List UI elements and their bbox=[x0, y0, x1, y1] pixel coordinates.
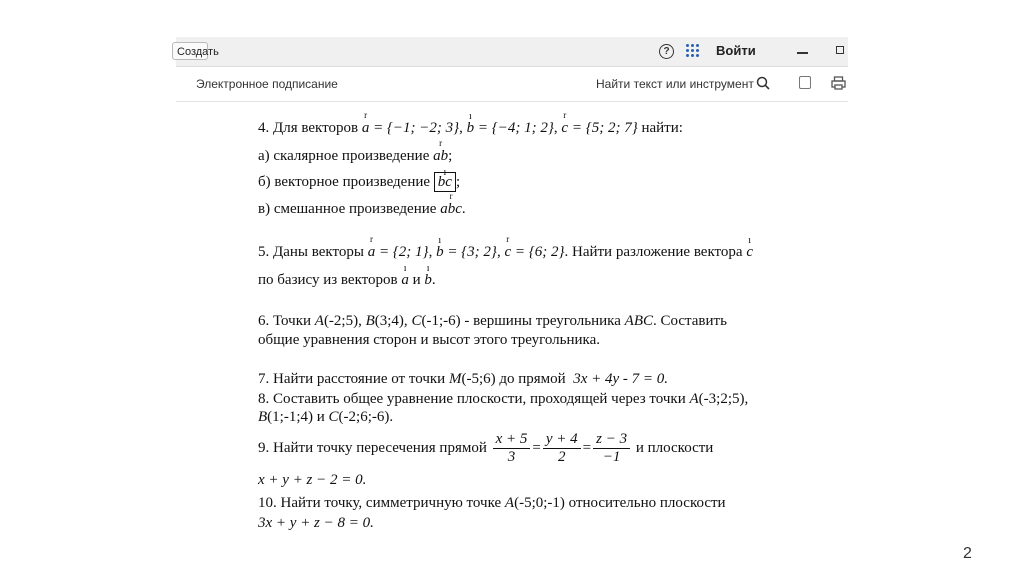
problem-8-line1: 8. Составить общее уравнение плоскости, проходящей через точки A(-3;2;5), bbox=[258, 391, 749, 407]
problem-5-line1: 5. Даны векторы r a = {2; 1}, ı b = {3; 2}, r c = {6; 2}. Найти разложение вектора ı c bbox=[258, 244, 753, 261]
esign-tab[interactable]: Электронное подписание bbox=[196, 77, 338, 91]
toolbar bbox=[176, 67, 848, 102]
problem-4-item-c: в) смешанное произведение r abc. bbox=[258, 201, 466, 218]
problem-8-line2: B(1;-1;4) и C(-2;6;-6). bbox=[258, 409, 394, 425]
problem-9-line1: 9. Найти точку пересечения прямой $\frac{x + 5}{3}$ = $\frac{y + 4}{2}$ = $\frac{z - 3}{-1}$ и плоскости bbox=[258, 431, 714, 465]
signin-button[interactable]: Войти bbox=[716, 43, 756, 58]
minimize-icon[interactable] bbox=[797, 52, 808, 54]
help-icon[interactable]: ? bbox=[659, 44, 674, 59]
title-bar bbox=[176, 37, 848, 67]
problem-5-line2: по базису из векторов ı a и ı b. bbox=[258, 272, 436, 289]
fraction-z: $\frac{z - 3}{-1}$ bbox=[593, 431, 630, 466]
problem-6-line1: 6. Точки A(-2;5), B(3;4), C(-1;-6) - вершины треугольника ABC. Составить bbox=[258, 313, 727, 329]
problem-9-plane: x + y + z − 2 = 0. bbox=[258, 472, 367, 488]
find-tool-label[interactable]: Найти текст или инструмент bbox=[596, 77, 754, 91]
fraction-y: $\frac{y + 4}{2}$ bbox=[543, 431, 581, 466]
create-button[interactable]: Создать bbox=[172, 42, 208, 60]
problem-10-line1: 10. Найти точку, симметричную точке A(-5;0;-1) относительно плоскости bbox=[258, 495, 726, 511]
problem-4-item-b: б) векторное произведение ı bc ; bbox=[258, 172, 460, 192]
print-icon[interactable] bbox=[831, 76, 846, 90]
save-icon[interactable] bbox=[799, 76, 811, 89]
fraction-x: $\frac{x + 5}{3}$ bbox=[493, 431, 531, 466]
problem-6-line2: общие уравнения сторон и высот этого треугольника. bbox=[258, 332, 601, 348]
problem-4-line1: 4. Для векторов r a = {−1; −2; 3}, ı b = {−4; 1; 2}, r c = {5; 2; 7} найти: bbox=[258, 120, 683, 137]
problem-10-plane: 3x + y + z − 8 = 0. bbox=[258, 515, 374, 531]
page-number: 2 bbox=[963, 545, 972, 562]
search-icon[interactable] bbox=[756, 76, 770, 90]
problem-7: 7. Найти расстояние от точки M(-5;6) до прямой 3x + 4y - 7 = 0. bbox=[258, 371, 668, 387]
maximize-icon[interactable] bbox=[836, 46, 844, 54]
apps-icon[interactable] bbox=[686, 44, 700, 58]
problem-4-item-a: а) скалярное произведение r ab; bbox=[258, 148, 452, 165]
